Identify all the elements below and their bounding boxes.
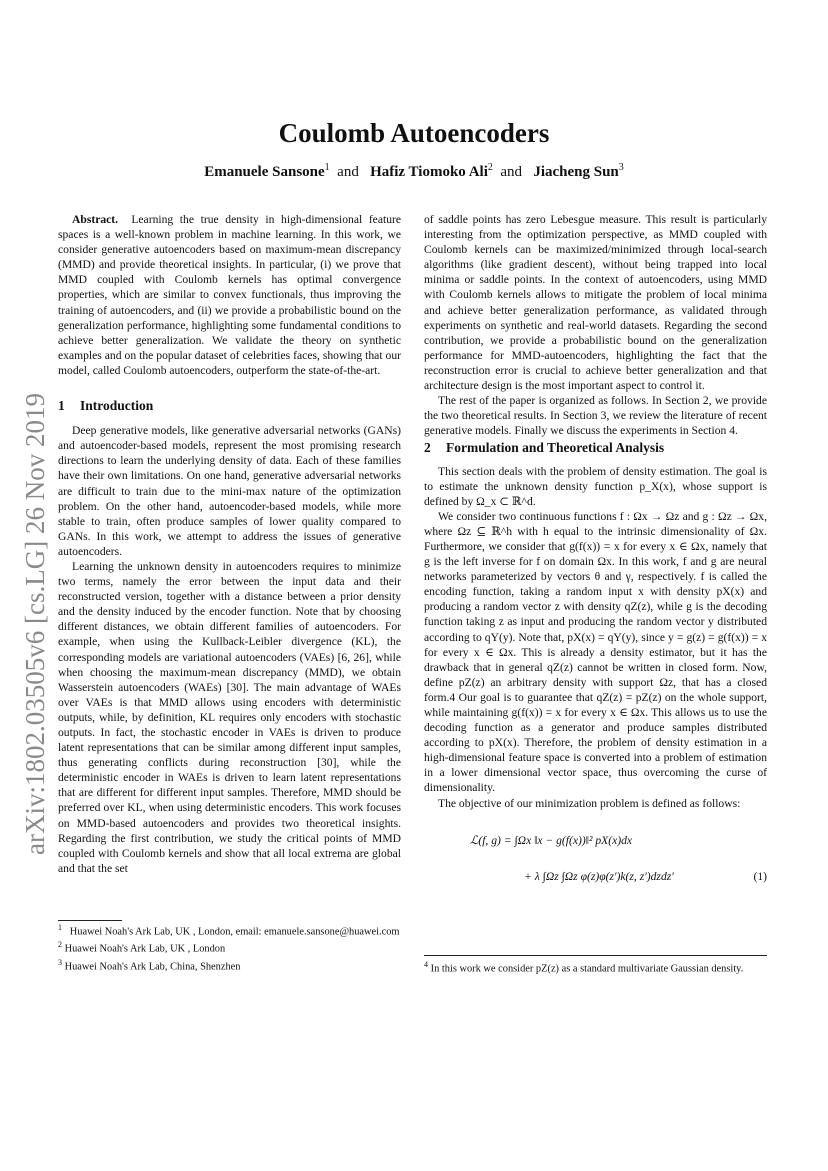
equation-number: (1) [753, 869, 767, 883]
and-word: and [337, 164, 359, 180]
footnote-right: $^4$ In this work we consider pZ(z) as a standard multivariate Gaussian density. [424, 960, 744, 975]
formulation-paragraph-3: The objective of our minimization problem is defined as follows: [438, 796, 741, 810]
footnotes-left [58, 921, 401, 973]
and-word: and [500, 164, 523, 180]
author-list [0, 162, 828, 181]
footnote: $^1$ Huawei Noah's Ark Lab, UK , London, email: emanuele.sansone@huawei.com [58, 923, 400, 938]
formulation-paragraph-1: This section deals with the problem of density estimation. The goal is to estimate the unknown density function p_X(x), whose support is defined by Ω_x ⊂ ℝ^d. [424, 464, 767, 508]
paper-title: Coulomb Autoencoders [278, 118, 550, 148]
footnote: $^2$ Huawei Noah's Ark Lab, UK , London [58, 940, 226, 955]
organization-paragraph: The rest of the paper is organized as follows. In Section 2, we provide the two theoretical results. In Section 3, we review the literature of recent generative models. Finally we discuss the experiments in Section 4. [424, 394, 767, 438]
abstract-label: Abstract. [72, 213, 119, 226]
abstract [58, 212, 401, 378]
abstract-text: Learning the true density in high-dimensional feature spaces is a well-known problem in machine learning. In this work, we consider generative autoencoders based on maximum-mean discrepancy (MMD) and provide theoretical insights. In particular, (i) we prove that MMD coupled with Coulomb kernels has optimal convergence properties, which are similar to convex functionals, thus improving the training of autoencoders, and (ii) we provide a probabilistic bound on the generalization performance, highlighting some fundamental conditions to achieve better generalization. We validate the theory on synthetic examples and on the popular dataset of celebrities faces, showing that our model, called Coulomb autoencoders, outperform the state-of-the-art. [58, 213, 402, 377]
intro-paragraph-1: Deep generative models, like generative adversarial networks (GANs) and autoencoder-based models, represent the most promising research directions to learn the underlying density of data. Each of these families have their own limitations. On one hand, generative adversarial networks are difficult to train due to the mini-max nature of the optimization problem. On the other hand, autoencoder-based models, while more stable to train, often produce samples of lower quality compared to GANs. In this work, we attempt to address the issues of generative autoencoders. [58, 424, 401, 558]
footnote: $^3$ Huawei Noah's Ark Lab, China, Shenzhen [58, 957, 241, 973]
section-heading-formulation: 2 Formulation and Theoretical Analysis [424, 440, 665, 456]
left-column [58, 212, 401, 876]
intro-paragraph-2: Learning the unknown density in autoencoders requires to minimize two terms, namely the error between the input data and their reconstructed version, together with a distance between a prior density and the density induced by the encoder function. Note that by choosing different distances, we obtain different families of autoencoders. For example, when using the Kullback-Leibler divergence (KL), the corresponding models are variational autoencoders (VAEs) [6, 26], while when choosing the maximum-mean discrepancy (MMD), we obtain Wasserstein autoencoders (WAEs) [30]. The main advantage of WAEs over VAEs is that MMD allows using encoders with deterministic outputs, while, by definition, KL requires only encoders with stochastic outputs. In fact, the stochastic encoder in VAEs is driven to produce latent representations that can be similar among different input samples, thus generating conflicts during reconstruction [30], while the deterministic encoder in WAEs is driven to learn latent representations that are different for different input samples. Therefore, MMD should be preferred over KL, when using deterministic encoders. This work focuses on MMD-based autoencoders and provides two theoretical insights. Regarding the first contribution, we study the critical points of MMD coupled with Coulomb kernels and show that all local extrema are global and that the set [58, 559, 401, 875]
contributions-paragraph: of saddle points has zero Lebesgue measure. This result is particularly interesting from the optimization perspective, as MMD coupled with Coulomb kernels can be maximized/minimized through local-search algorithms (like gradient descent), without being trapped into local minima or saddle points. In the context of autoencoders, using MMD with Coulomb kernels allows to mitigate the problem of local minima and achieve better generalization performance, as validated through experiments on synthetic and real-world datasets. Regarding the second contribution, we provide a probabilistic bound on the generalization performance for MMD-autoencoders, highlighting the fact that the reconstruction error is crucial to achieve better generalization and that architecture design is the most important aspect to control it. [424, 213, 767, 393]
equation-line-1: ℒ(f, g) = ∫Ωx ‖x − g(f(x))‖² pX(x)dx [470, 833, 633, 847]
footnote-rule-right [424, 955, 767, 956]
author-mark: 2 [487, 162, 493, 173]
section-heading-introduction: 1 Introduction [58, 398, 154, 414]
formulation-paragraph-2: We consider two continuous functions f : Ωx → Ωz and g : Ωz → Ωx, where Ωz ⊆ ℝ^h with h equal to the intrinsic dimensionality of Ωx. Furthermore, we consider that g(f(x)) = x for every x ∈ Ωx, namely that g is the left inverse for f on domain Ωx. In this work, f and g are neural networks parameterized by vectors θ and γ, respectively. f is called the encoding function, taking a random input x with density pX(x) and producing a random vector z with density qZ(z), while g is the decoding function taking z as input and producing the random vector y distributed according to qY(y). Note that, pX(x) = qY(y), since y = g(z) = g(f(x)) = x for every x ∈ Ωx. This is already a density estimator, but it has the drawback that in general qZ(z) cannot be written in closed form. Now, define pZ(z) an arbitrary density with support Ωz, that has a closed form.4 Our goal is to guarantee that qZ(z) = pZ(z) on the whole support, while maintaining g(f(x)) = x for every x ∈ Ωx. This allows us to use the decoding function as a generator and produce samples distributed according to pX(x). Therefore, the problem of density estimation in a high-dimensional feature space is converted into a problem of estimation in a lower dimensional vector space, thus overcoming the curse of dimensionality. [424, 509, 767, 795]
arxiv-side-label [12, 300, 56, 860]
author-mark: 3 [618, 162, 624, 173]
right-column [424, 212, 767, 905]
author-name: Emanuele Sansone [204, 164, 325, 180]
equation-1 [424, 825, 767, 901]
author-mark: 1 [324, 162, 330, 173]
author-name: Jiacheng Sun [533, 164, 619, 180]
arxiv-identifier: arXiv:1802.03505v6 [cs.LG] 26 Nov 2019 [20, 393, 50, 855]
author-name: Hafiz Tiomoko Ali [370, 164, 488, 180]
equation-line-2: + λ ∫Ωz ∫Ωz φ(z)φ(z′)k(z, z′)dzdz′ [524, 869, 674, 883]
